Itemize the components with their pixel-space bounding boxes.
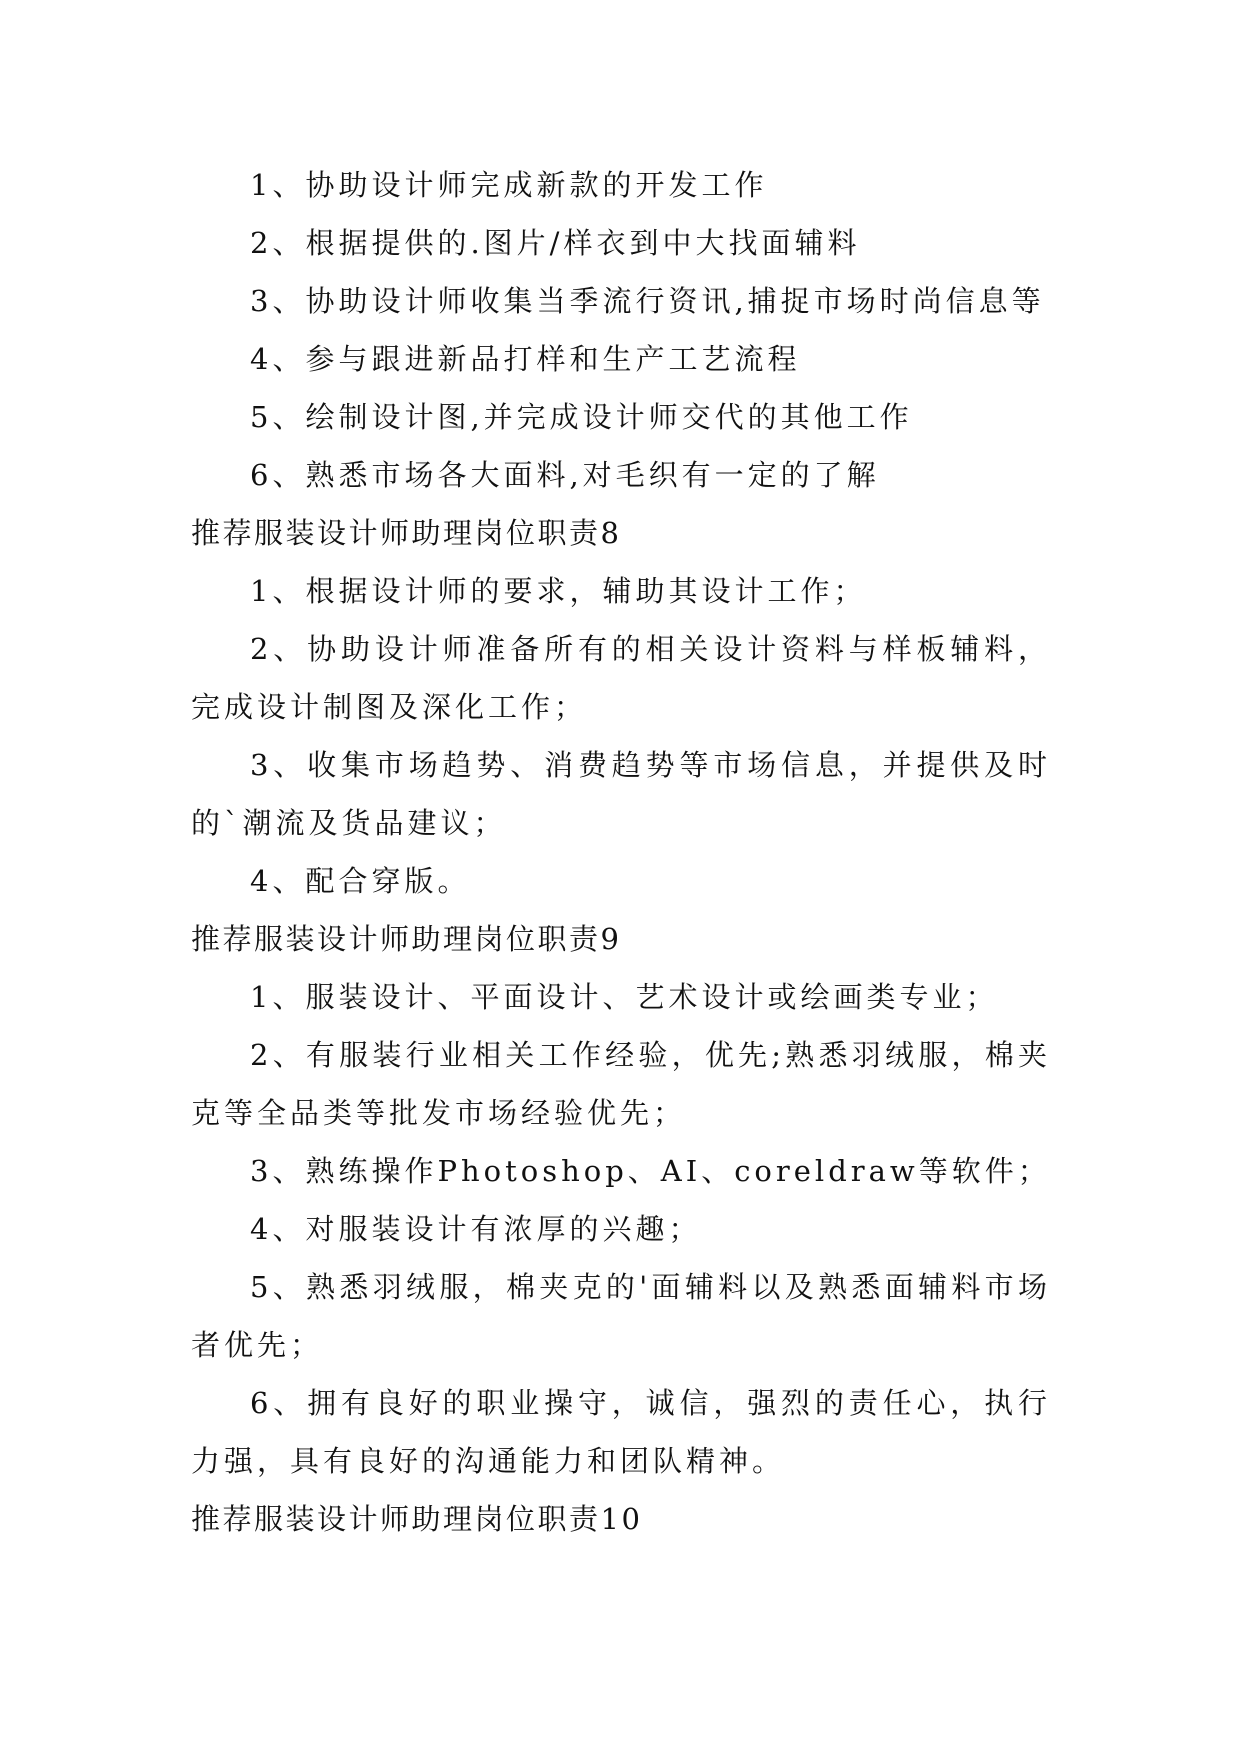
section-heading: 推荐服装设计师助理岗位职责10 [191,1502,643,1536]
list-item: 1、协助设计师完成新款的开发工作 [250,168,768,202]
section-heading: 推荐服装设计师助理岗位职责8 [191,516,622,550]
list-item: 2、协助设计师准备所有的相关设计资料与样板辅料， [250,632,1051,666]
list-item-continuation: 克等全品类等批发市场经验优先； [191,1096,687,1130]
list-item: 1、服装设计、平面设计、艺术设计或绘画类专业； [250,980,999,1014]
document-body [191,156,1051,1548]
list-item-continuation: 者优先； [191,1328,324,1362]
section-heading: 推荐服装设计师助理岗位职责9 [191,922,622,956]
list-item: 3、协助设计师收集当季流行资讯,捕捉市场时尚信息等 [250,284,1045,318]
list-item: 4、参与跟进新品打样和生产工艺流程 [250,342,801,376]
list-item: 4、对服装设计有浓厚的兴趣； [250,1212,702,1246]
list-item-continuation: 完成设计制图及深化工作； [191,690,588,724]
list-item: 5、绘制设计图,并完成设计师交代的其他工作 [250,400,913,434]
list-item: 5、熟悉羽绒服，棉夹克的'面辅料以及熟悉面辅料市场 [250,1270,1051,1304]
list-item: 4、配合穿版。 [250,864,471,898]
list-item: 2、根据提供的.图片/样衣到中大找面辅料 [250,226,861,260]
list-item: 2、有服装行业相关工作经验，优先;熟悉羽绒服，棉夹 [250,1038,1051,1072]
list-item: 3、熟练操作Photoshop、AI、coreldraw等软件； [250,1154,1051,1188]
list-item-continuation: 力强，具有良好的沟通能力和团队精神。 [191,1444,786,1478]
list-item-continuation: 的`潮流及货品建议； [191,806,507,840]
list-item: 6、拥有良好的职业操守，诚信，强烈的责任心，执行 [250,1386,1051,1420]
list-item: 6、熟悉市场各大面料,对毛织有一定的了解 [250,458,880,492]
list-item: 1、根据设计师的要求，辅助其设计工作； [250,574,867,608]
list-item: 3、收集市场趋势、消费趋势等市场信息，并提供及时 [250,748,1051,782]
